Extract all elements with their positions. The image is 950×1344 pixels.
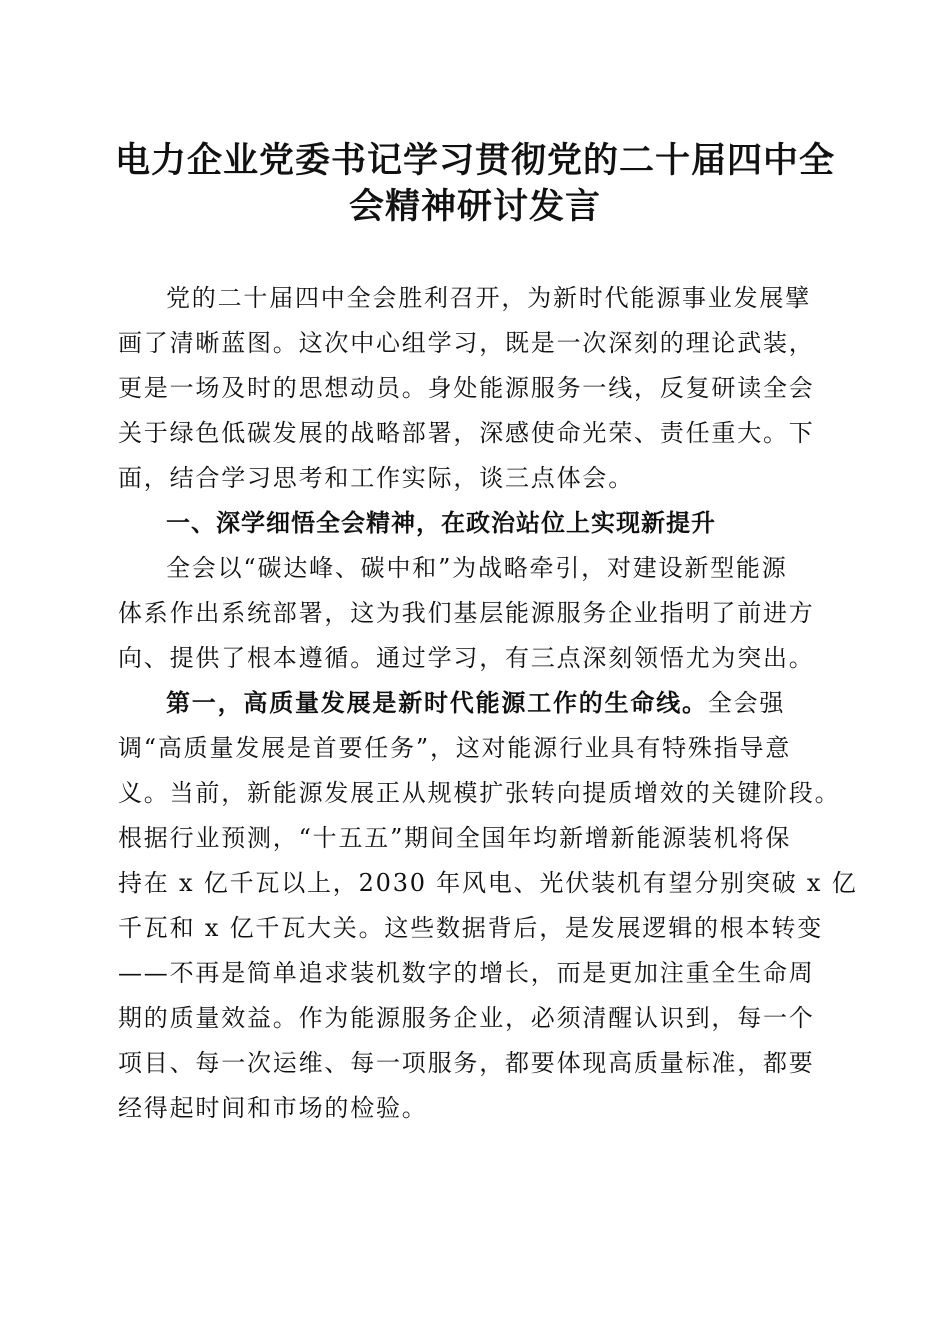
body-line: 关于绿色低碳发展的战略部署，深感使命光荣、责任重大。下 xyxy=(118,419,815,447)
document-title-line-1: 电力企业党委书记学习贯彻党的二十届四中全 xyxy=(114,140,835,181)
body-line-with-lead xyxy=(166,688,838,718)
body-line: 面，结合学习思考和工作实际，谈三点体会。 xyxy=(118,464,634,492)
body-line: 体系作出系统部署，这为我们基层能源服务企业指明了前进方 xyxy=(118,599,815,627)
bold-lead-sentence: 第一，高质量发展是新时代能源工作的生命线。 xyxy=(166,688,708,717)
body-line: 画了清晰蓝图。这次中心组学习，既是一次深刻的理论武装， xyxy=(118,329,815,357)
lead-continuation: 全会强 xyxy=(707,689,786,717)
section-heading: 一、深学细悟全会精神，在政治站位上实现新提升 xyxy=(166,509,716,537)
body-line: 千瓦和 x 亿千瓦大关。这些数据背后，是发展逻辑的根本转变 xyxy=(118,914,823,942)
body-line: 义。当前，新能源发展正从规模扩张转向提质增效的关键阶段。 xyxy=(118,779,841,807)
document-title-line-2: 会精神研讨发言 xyxy=(348,186,601,227)
body-line: 项目、每一次运维、每一项服务，都要体现高质量标准，都要 xyxy=(118,1049,815,1077)
body-line: 调“高质量发展是首要任务”，这对能源行业具有特殊指导意 xyxy=(118,734,792,762)
body-line: 持在 x 亿千瓦以上，2030 年风电、光伏装机有望分别突破 x 亿 xyxy=(118,869,858,897)
body-line: 更是一场及时的思想动员。身处能源服务一线，反复研读全会 xyxy=(118,374,815,402)
body-line: 全会以“碳达峰、碳中和”为战略牵引，对建设新型能源 xyxy=(166,554,788,582)
body-line: 期的质量效益。作为能源服务企业，必须清醒认识到，每一个 xyxy=(118,1004,815,1032)
body-line: 根据行业预测，“十五五”期间全国年均新增新能源装机将保 xyxy=(118,824,792,852)
body-line: 党的二十届四中全会胜利召开，为新时代能源事业发展擘 xyxy=(166,284,811,312)
body-line: 向、提供了根本遵循。通过学习，有三点深刻领悟尤为突出。 xyxy=(118,644,815,672)
body-line: 经得起时间和市场的检验。 xyxy=(118,1094,428,1122)
body-line: ——不再是简单追求装机数字的增长，而是更加注重全生命周 xyxy=(118,959,815,987)
